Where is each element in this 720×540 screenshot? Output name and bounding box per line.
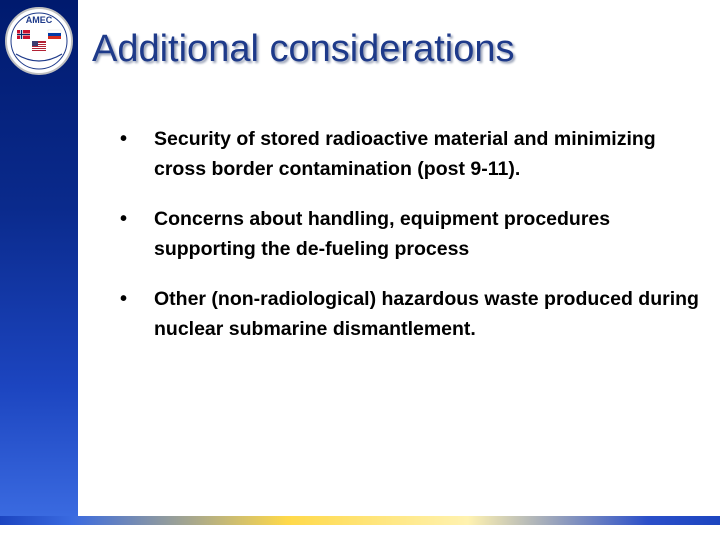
- bullet-text: Concerns about handling, equipment procedures supporting the de-fueling process: [154, 208, 611, 260]
- bullet-text: Other (non-radiological) hazardous waste produced during nuclear submarine dismantlement.: [154, 288, 699, 340]
- list-item: [120, 124, 700, 184]
- bullet-icon: •: [120, 128, 128, 150]
- bullet-list: [120, 124, 700, 364]
- bullet-icon: •: [120, 288, 128, 310]
- amec-logo-icon: [4, 6, 74, 76]
- bullet-text: Security of stored radioactive material and minimizing cross border contamination (post 9-11).: [154, 128, 656, 180]
- svg-text:AMEC: AMEC: [25, 15, 53, 25]
- bullet-icon: •: [120, 208, 128, 230]
- sidebar-gradient: [0, 0, 78, 516]
- list-item: [120, 284, 700, 344]
- page-title: Additional considerations: [92, 28, 515, 70]
- footer-gradient-bar: [0, 516, 720, 525]
- list-item: [120, 204, 700, 264]
